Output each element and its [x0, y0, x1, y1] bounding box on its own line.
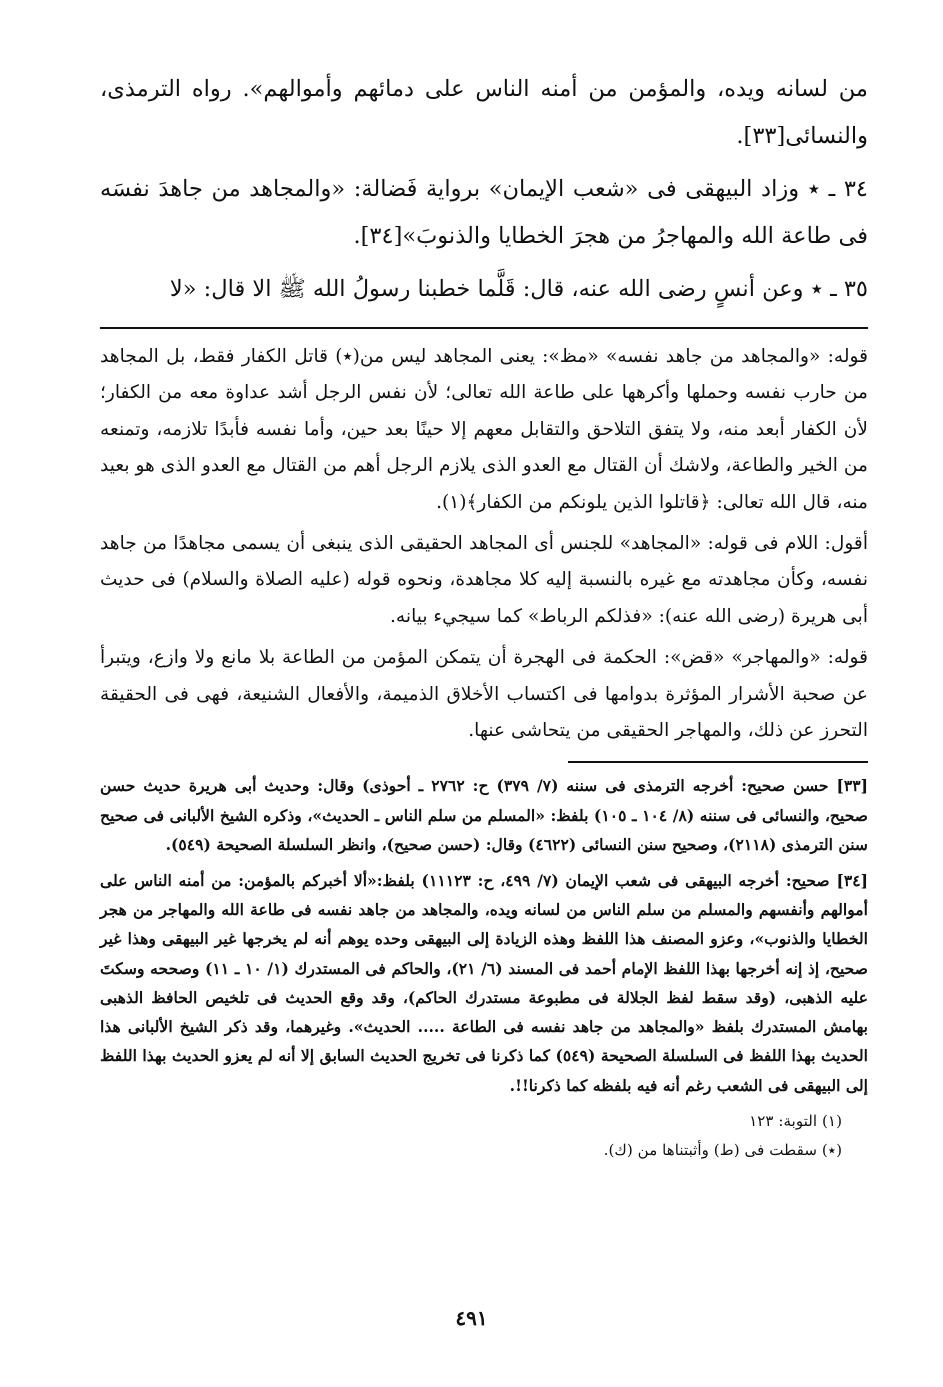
commentary-paragraph: قوله: «والمجاهد من جاهد نفسه» «مظ»: يعنى المجاهد ليس من(٭) قاتل الكفار فقط، بل المجاهد من حارب نفسه وحملها وأكرهها على طاعة الله تعالى؛ لأن نفس الرجل أشد عداوة معه من الكفار؛ لأن الكفار أبعد منه، ولا يتفق التلاحق والتقابل معهم إلا حينًا بعد حين، وأما نفسه فأبدًا تلازمه، وتمنعه من الخير والطاعة، ولاشك أن القتال مع العدو الذى يلازم الرجل أهم من القتال مع العدو الذى هو بعيد منه، قال الله تعالى: ﴿قاتلوا الذين يلونكم من الكفار﴾(١). — [100, 346, 868, 513]
editor-notes — [100, 1107, 868, 1165]
book-page — [100, 66, 868, 1366]
commentary-section — [100, 339, 868, 749]
commentary-paragraph: قوله: «والمهاجر» «قض»: الحكمة فى الهجرة أن يتمكن المؤمن من الطاعة بلا مانع ولا وازع، ويتبرأ عن صحبة الأشرار المؤثرة بدوامها فى اكتساب الأخلاق الذميمة، والأفعال الشنيعة، فهى فى الحقيقة التحرز عن ذلك، والمهاجر الحقيقى من يتحاشى عنها. — [100, 647, 868, 742]
page-number: ٤٩١ — [455, 1306, 488, 1330]
commentary-paragraph: أقول: اللام فى قوله: «المجاهد» للجنس أى المجاهد الحقيقى الذى ينبغى أن يسمى مجاهدًا من جاهد نفسه، وكأن مجاهدته مع غيره بالنسبة إليه كلا مجاهدة، ونحوه قوله (عليه الصلاة والسلام) فى حديث أبى هريرة (رضى الله عنه): «فذلكم الرباط» كما سيجيء بيانه. — [100, 533, 868, 627]
editor-note: (٭) سقطت فى (ط) وأثبتناها من (ك). — [603, 1140, 842, 1159]
footnote-separator-rule — [568, 761, 868, 763]
editor-note: (١) التوبة: ١٢٣ — [749, 1111, 842, 1130]
main-text — [100, 66, 868, 313]
main-separator-rule — [100, 327, 868, 329]
main-paragraph: من لسانه ويده، والمؤمن من أمنه الناس على دمائهم وأموالهم». رواه الترمذى، والنسائى[٣٣]. — [100, 76, 868, 149]
main-paragraph: ٣٤ ـ ٭ وزاد البيهقى فى «شعب الإيمان» برواية فَضالة: «والمجاهد من جاهدَ نفسَه فى طاعة الله والمهاجرُ من هجرَ الخطايا والذنوبَ»[٣٤]. — [100, 176, 868, 249]
takhrij-footnotes — [100, 771, 868, 1099]
main-paragraph: ٣٥ ـ ٭ وعن أنسٍ رضى الله عنه، قال: قَلَّما خطبنا رسولُ الله ﷺ الا قال: «لا — [169, 276, 868, 302]
takhrij-note: [٣٣] حسن صحيح: أخرجه الترمذى فى سننه (٧/ ٣٧٩) ح: ٢٧٦٢ ـ أحوذى) وقال: وحديث أبى هريرة حديث حسن صحيح، والنسائى فى سننه (٨/ ١٠٤ ـ ١٠٥) بلفظ: «المسلم من سلم الناس ـ الحديث»، وذكره الشيخ الألبانى فى صحيح سنن الترمذى (٢١١٨)، وصحيح سنن النسائى (٤٦٢٢) وقال: (حسن صحيح)، وانظر السلسلة الصحيحة (٥٤٩). — [100, 776, 869, 854]
takhrij-note: [٣٤] صحيح: أخرجه البيهقى فى شعب الإيمان (٧/ ٤٩٩، ح: ١١١٢٣) بلفظ:«ألا أخبركم بالمؤمن: من أمنه الناس على أموالهم وأنفسهم والمسلم من سلم الناس من لسانه ويده، والمجاهد من جاهد نفسه فى طاعة الله والمهاجر من هجر الخطايا والذنوب»، وعزو المصنف هذا اللفظ وهذه الزيادة إلى البيهقى وحده يوهم أنه لم يخرجها غير البيهقى وهذا غير صحيح، إذ إنه أخرجها بهذا اللفظ الإمام أحمد فى المسند (٦/ ٢١)، والحاكم فى المستدرك (١/ ١٠ ـ ١١) وصححه وسكتَ عليه الذهبى، (وقد سقط لفظ الجلالة فى مطبوعة مستدرك الحاكم)، وقد وقع الحديث فى تلخيص الحافظ الذهبى بهامش المستدرك بلفظ «والمجاهد من جاهد نفسه فى الطاعة ..... الحديث». وغيرهما، وقد ذكر الشيخ الألبانى هذا الحديث بهذا اللفظ فى السلسلة الصحيحة (٥٤٩) كما ذكرنا فى تخريج الحديث السابق إلا أنه لم يعزو الحديث بهذا اللفظ إلى البيهقى فى الشعب رغم أنه فيه بلفظه كما ذكرنا!!. — [100, 871, 869, 1095]
